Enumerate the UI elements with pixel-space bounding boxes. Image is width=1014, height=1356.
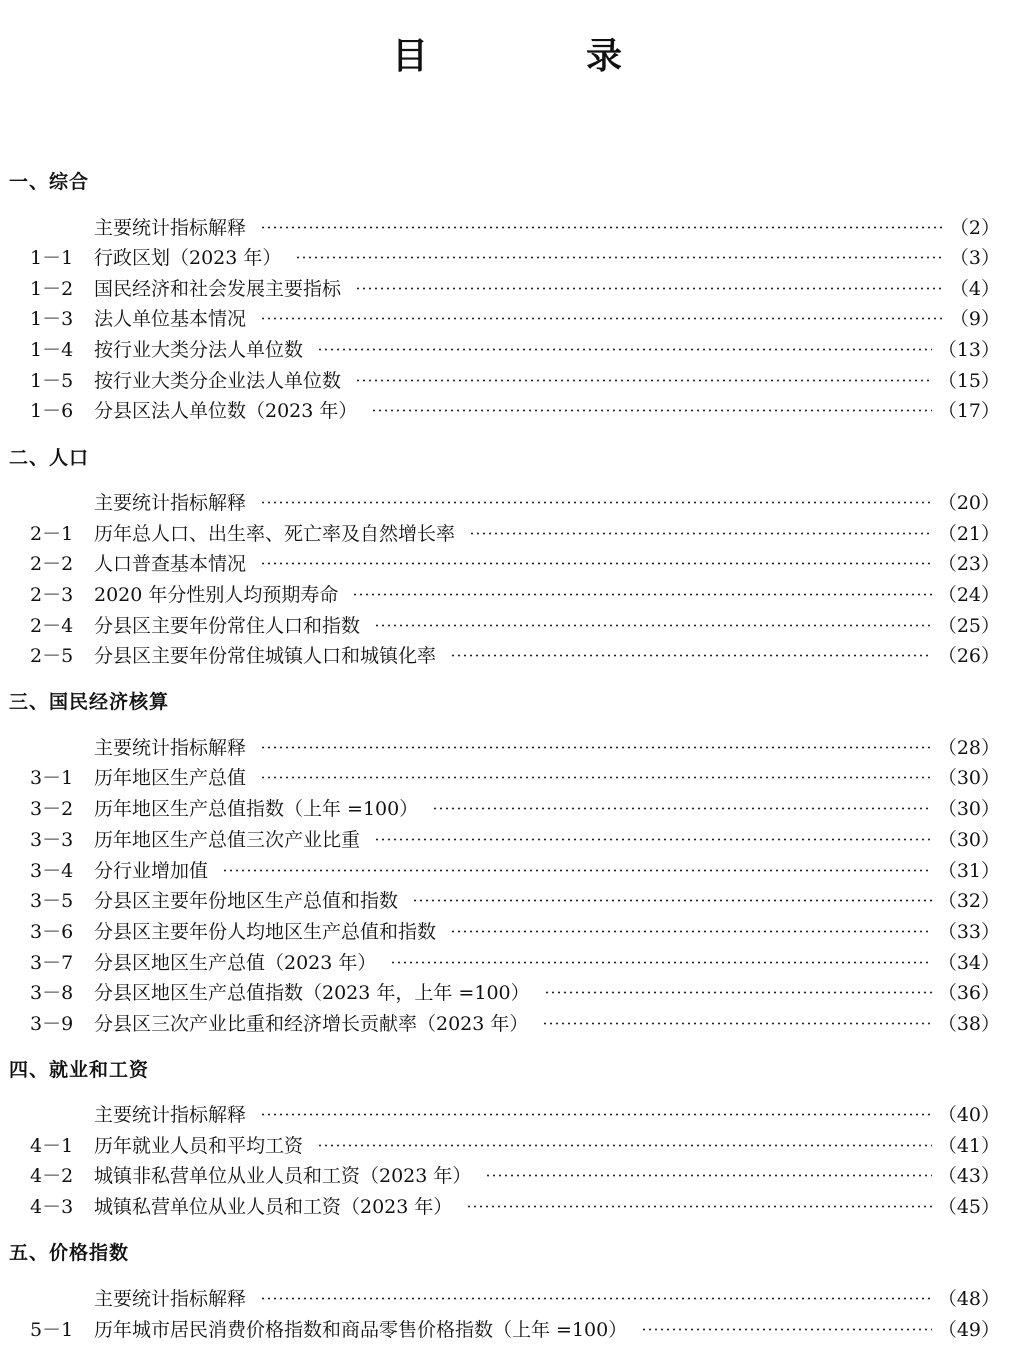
leader-dots xyxy=(260,562,932,565)
entry-label: 分县区法人单位数（2023 年） xyxy=(94,399,358,422)
entry-label: 城镇非私营单位从业人员和工资（2023 年） xyxy=(94,1164,472,1187)
toc-entry[interactable] xyxy=(30,978,1000,1004)
entry-label: 分县区地区生产总值指数（2023 年，上年 =100） xyxy=(94,981,530,1004)
toc-entry[interactable] xyxy=(30,366,1000,392)
entry-number: 3－7 xyxy=(30,951,74,974)
leader-dots xyxy=(295,256,944,259)
entry-label: 历年总人口、出生率、死亡率及自然增长率 xyxy=(94,522,456,545)
section-heading: 三、国民经济核算 xyxy=(9,691,170,713)
entry-number: 4－2 xyxy=(30,1164,74,1187)
leader-dots xyxy=(260,501,932,504)
entry-label: 分县区主要年份常住城镇人口和城镇化率 xyxy=(94,644,437,667)
entry-number: 3－3 xyxy=(30,828,74,851)
toc-entry[interactable] xyxy=(30,488,1000,514)
toc-entry[interactable] xyxy=(30,243,1000,269)
toc-entry[interactable] xyxy=(30,1284,1000,1310)
entry-number: 3－4 xyxy=(30,859,74,882)
entry-page: （30） xyxy=(937,828,1000,851)
toc-entry[interactable] xyxy=(30,1192,1000,1218)
toc-entry[interactable] xyxy=(30,1100,1000,1126)
entry-number: 5－1 xyxy=(30,1318,74,1341)
entry-label: 人口普查基本情况 xyxy=(94,552,247,575)
entry-label: 2020 年分性别人均预期寿命 xyxy=(94,583,339,606)
entry-number: 2－2 xyxy=(30,552,74,575)
leader-dots xyxy=(355,379,932,382)
entry-number: 1－5 xyxy=(30,369,74,392)
section-heading: 二、人口 xyxy=(9,447,90,469)
entry-number: 2－3 xyxy=(30,583,74,606)
page-title xyxy=(0,34,1014,80)
entry-page: （26） xyxy=(937,644,1000,667)
entry-label: 主要统计指标解释 xyxy=(94,736,247,759)
entry-page: （32） xyxy=(937,889,1000,912)
leader-dots xyxy=(374,838,932,841)
toc-entry[interactable] xyxy=(30,856,1000,882)
toc-entry[interactable] xyxy=(30,1315,1000,1341)
entry-page: （48） xyxy=(937,1287,1000,1310)
section-heading: 四、就业和工资 xyxy=(9,1059,150,1081)
entry-page: （21） xyxy=(937,522,1000,545)
entry-label: 按行业大类分法人单位数 xyxy=(94,338,304,361)
leader-dots xyxy=(485,1174,931,1177)
toc-entry[interactable] xyxy=(30,580,1000,606)
entry-label: 城镇私营单位从业人员和工资（2023 年） xyxy=(94,1195,453,1218)
entry-number: 4－1 xyxy=(30,1134,74,1157)
entry-page: （40） xyxy=(937,1103,1000,1126)
toc-entry[interactable] xyxy=(30,886,1000,912)
leader-dots xyxy=(222,869,932,872)
entry-number: 2－1 xyxy=(30,522,74,545)
toc-entry[interactable] xyxy=(30,335,1000,361)
toc-entry[interactable] xyxy=(30,213,1000,239)
toc-entry[interactable] xyxy=(30,1009,1000,1035)
entry-page: （33） xyxy=(937,920,1000,943)
entry-page: （30） xyxy=(937,766,1000,789)
entry-number: 3－6 xyxy=(30,920,74,943)
entry-label: 分县区主要年份地区生产总值和指数 xyxy=(94,889,399,912)
toc-entry[interactable] xyxy=(30,304,1000,330)
entry-page: （3） xyxy=(949,246,1000,269)
section-heading: 一、综合 xyxy=(9,171,90,193)
entry-label: 分县区主要年份常住人口和指数 xyxy=(94,614,361,637)
entry-page: （17） xyxy=(937,399,1000,422)
entry-label: 按行业大类分企业法人单位数 xyxy=(94,369,342,392)
entry-label: 国民经济和社会发展主要指标 xyxy=(94,277,342,300)
toc-entry[interactable] xyxy=(30,794,1000,820)
leader-dots xyxy=(374,624,932,627)
entry-label: 主要统计指标解释 xyxy=(94,1103,247,1126)
leader-dots xyxy=(469,532,932,535)
entry-label: 历年城市居民消费价格指数和商品零售价格指数（上年 =100） xyxy=(94,1318,628,1341)
entry-page: （36） xyxy=(937,981,1000,1004)
entry-label: 分县区主要年份人均地区生产总值和指数 xyxy=(94,920,437,943)
entry-number: 1－2 xyxy=(30,277,74,300)
leader-dots xyxy=(317,1144,932,1147)
entry-page: （30） xyxy=(937,797,1000,820)
leader-dots xyxy=(371,409,931,412)
entry-page: （49） xyxy=(937,1318,1000,1341)
toc-entry[interactable] xyxy=(30,274,1000,300)
entry-page: （28） xyxy=(937,736,1000,759)
entry-page: （15） xyxy=(937,369,1000,392)
toc-entry[interactable] xyxy=(30,917,1000,943)
leader-dots xyxy=(641,1328,932,1331)
entry-page: （4） xyxy=(949,277,1000,300)
leader-dots xyxy=(466,1205,931,1208)
section-heading: 五、价格指数 xyxy=(9,1242,130,1264)
entry-number: 2－4 xyxy=(30,614,74,637)
entry-page: （34） xyxy=(937,951,1000,974)
entry-page: （25） xyxy=(937,614,1000,637)
leader-dots xyxy=(544,991,932,994)
leader-dots xyxy=(260,1113,932,1116)
entry-label: 分县区三次产业比重和经济增长贡献率（2023 年） xyxy=(94,1012,529,1035)
entry-number: 1－3 xyxy=(30,307,74,330)
entry-page: （24） xyxy=(937,583,1000,606)
toc-entry[interactable] xyxy=(30,549,1000,575)
entry-number: 3－8 xyxy=(30,981,74,1004)
toc-entry[interactable] xyxy=(30,825,1000,851)
leader-dots xyxy=(260,776,932,779)
entry-label: 主要统计指标解释 xyxy=(94,216,247,239)
entry-number: 1－1 xyxy=(30,246,74,269)
entry-page: （43） xyxy=(937,1164,1000,1187)
leader-dots xyxy=(542,1022,931,1025)
toc-entry[interactable] xyxy=(30,1131,1000,1157)
entry-label: 历年地区生产总值三次产业比重 xyxy=(94,828,361,851)
entry-number: 3－5 xyxy=(30,889,74,912)
leader-dots xyxy=(352,593,931,596)
entry-page: （23） xyxy=(937,552,1000,575)
title-char-2: 录 xyxy=(586,36,623,77)
leader-dots xyxy=(260,1297,932,1300)
toc-entry[interactable] xyxy=(30,1161,1000,1187)
entry-label: 历年地区生产总值指数（上年 =100） xyxy=(94,797,419,820)
entry-page: （9） xyxy=(949,307,1000,330)
entry-page: （2） xyxy=(949,216,1000,239)
leader-dots xyxy=(355,287,944,290)
toc-entry[interactable] xyxy=(30,519,1000,545)
leader-dots xyxy=(260,317,944,320)
toc-entry[interactable] xyxy=(30,763,1000,789)
entry-number: 2－5 xyxy=(30,644,74,667)
entry-page: （20） xyxy=(937,491,1000,514)
leader-dots xyxy=(317,348,932,351)
leader-dots xyxy=(450,930,932,933)
entry-number: 1－4 xyxy=(30,338,74,361)
leader-dots xyxy=(260,746,932,749)
entry-label: 主要统计指标解释 xyxy=(94,1287,247,1310)
entry-label: 法人单位基本情况 xyxy=(94,307,247,330)
entry-number: 4－3 xyxy=(30,1195,74,1218)
entry-page: （31） xyxy=(937,859,1000,882)
entry-number: 3－9 xyxy=(30,1012,74,1035)
entry-label: 历年地区生产总值 xyxy=(94,766,247,789)
toc-entry[interactable] xyxy=(30,396,1000,422)
leader-dots xyxy=(412,899,932,902)
entry-number: 1－6 xyxy=(30,399,74,422)
leader-dots xyxy=(390,961,931,964)
toc-entry[interactable] xyxy=(30,948,1000,974)
toc-entry[interactable] xyxy=(30,733,1000,759)
leader-dots xyxy=(260,226,944,229)
leader-dots xyxy=(432,807,932,810)
entry-page: （38） xyxy=(937,1012,1000,1035)
entry-number: 3－2 xyxy=(30,797,74,820)
entry-label: 分县区地区生产总值（2023 年） xyxy=(94,951,377,974)
entry-page: （41） xyxy=(937,1134,1000,1157)
entry-label: 分行业增加值 xyxy=(94,859,209,882)
entry-label: 行政区划（2023 年） xyxy=(94,246,282,269)
title-char-1: 目 xyxy=(391,36,428,77)
entry-number: 3－1 xyxy=(30,766,74,789)
entry-page: （13） xyxy=(937,338,1000,361)
toc-entry[interactable] xyxy=(30,611,1000,637)
toc-entry[interactable] xyxy=(30,641,1000,667)
entry-label: 历年就业人员和平均工资 xyxy=(94,1134,304,1157)
entry-page: （45） xyxy=(937,1195,1000,1218)
leader-dots xyxy=(450,654,932,657)
entry-label: 主要统计指标解释 xyxy=(94,491,247,514)
